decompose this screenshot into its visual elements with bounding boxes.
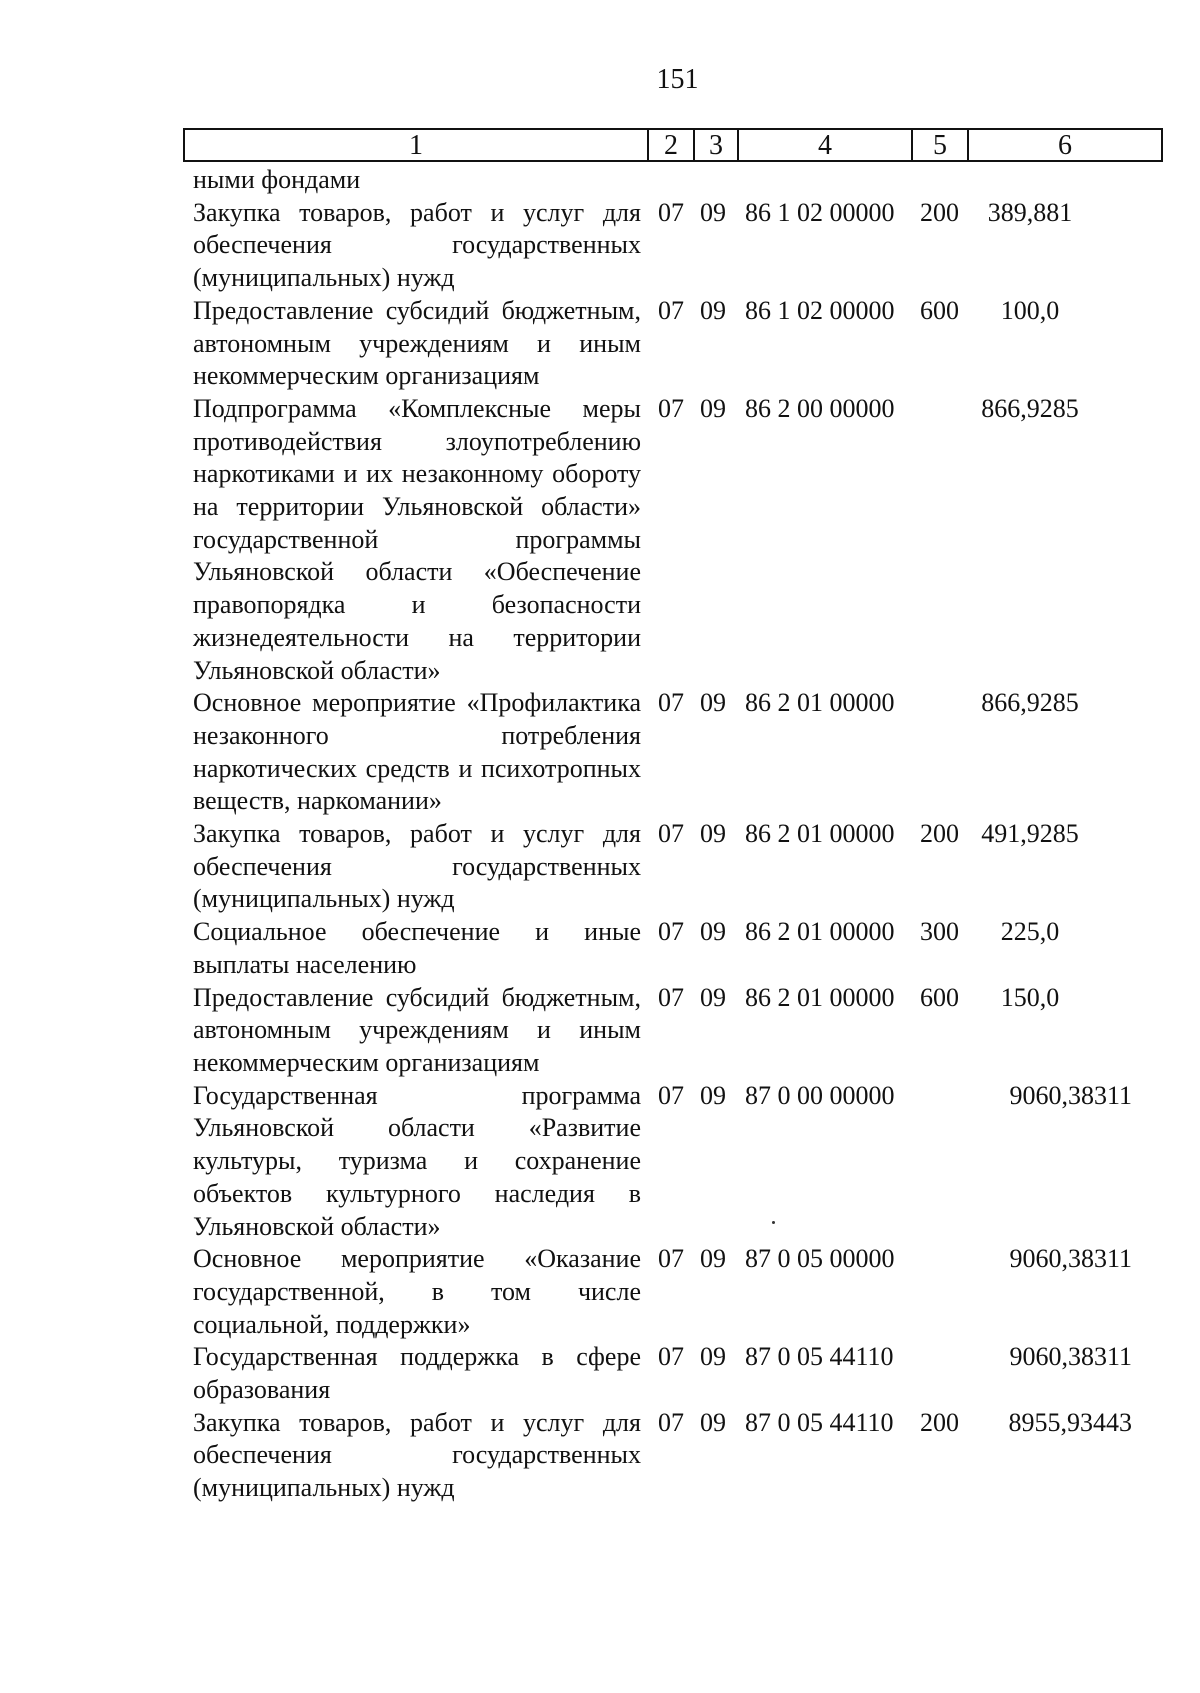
- row-name: Предоставление субсидий бюджетным, автономным учреждениям и иным некоммерческим организациям: [193, 982, 641, 1077]
- row-subsection: 09: [700, 688, 726, 718]
- table-row: [0, 1341, 1200, 1406]
- table-row: [0, 1080, 1200, 1244]
- row-expense-type: 200: [920, 1407, 959, 1437]
- row-expense-type: 600: [920, 295, 959, 325]
- row-amount: 100,0: [1000, 295, 1060, 325]
- row-target-code: 87 0 05 00000: [745, 1244, 895, 1274]
- row-name: Основное мероприятие «Профилактика незаконного потребления наркотических средств и психотропных веществ, наркомании»: [193, 688, 641, 816]
- row-amount: 9060,38311: [1009, 1244, 1132, 1274]
- row-section: 07: [658, 1080, 684, 1110]
- row-target-code: 87 0 00 00000: [745, 1080, 895, 1110]
- row-amount: 225,0: [1000, 917, 1060, 947]
- row-target-code: 86 2 00 00000: [745, 393, 895, 423]
- header-col-1: 1: [185, 130, 649, 160]
- row-subsection: 09: [700, 1407, 726, 1437]
- table-row: [0, 1407, 1200, 1505]
- row-expense-type: 200: [920, 197, 959, 227]
- table-row: [0, 687, 1200, 818]
- row-section: 07: [658, 197, 684, 227]
- table-row: [0, 295, 1200, 393]
- row-amount: 866,9285: [981, 393, 1079, 423]
- row-section: 07: [658, 917, 684, 947]
- table-header: [183, 128, 1163, 162]
- row-amount: 389,881: [987, 197, 1073, 227]
- row-target-code: 86 2 01 00000: [745, 688, 895, 718]
- row-amount: 9060,38311: [1009, 1342, 1132, 1372]
- row-subsection: 09: [700, 819, 726, 849]
- row-name: Государственная программа Ульяновской области «Развитие культуры, туризма и сохранение объектов культурного наследия в Ульяновской области»: [193, 1080, 641, 1241]
- page-number: 151: [656, 64, 699, 95]
- row-name: Закупка товаров, работ и услуг для обеспечения государственных (муниципальных) нужд: [193, 819, 641, 914]
- table-row: [0, 818, 1200, 916]
- row-target-code: 86 2 01 00000: [745, 819, 895, 849]
- scan-speck: [772, 1221, 775, 1224]
- row-subsection: 09: [700, 982, 726, 1012]
- table-row: [0, 1243, 1200, 1341]
- table-row: [0, 164, 1200, 197]
- row-target-code: 87 0 05 44110: [745, 1407, 894, 1437]
- table-body: [0, 164, 1200, 1505]
- header-col-5: 5: [913, 130, 969, 160]
- row-amount: 150,0: [1000, 982, 1060, 1012]
- header-col-2: 2: [649, 130, 695, 160]
- row-target-code: 86 2 01 00000: [745, 917, 895, 947]
- row-target-code: 86 1 02 00000: [745, 295, 895, 325]
- row-expense-type: 600: [920, 982, 959, 1012]
- row-name: Подпрограмма «Комплексные меры противодействия злоупотреблению наркотиками и их незаконному обороту на территории Ульяновской области» государственной программы Ульяновской области «Обеспечение правопорядка и безопасности жизнедеятельности на территории Ульяновской области»: [193, 393, 641, 685]
- row-name: Государственная поддержка в сфере образования: [193, 1342, 641, 1405]
- row-amount: 866,9285: [981, 688, 1079, 718]
- row-subsection: 09: [700, 295, 726, 325]
- header-col-3: 3: [695, 130, 739, 160]
- row-target-code: 87 0 05 44110: [745, 1342, 894, 1372]
- row-name: Основное мероприятие «Оказание государственной, в том числе социальной, поддержки»: [193, 1244, 641, 1339]
- table-row: [0, 393, 1200, 687]
- row-section: 07: [658, 982, 684, 1012]
- row-section: 07: [658, 393, 684, 423]
- row-subsection: 09: [700, 1080, 726, 1110]
- row-name: Закупка товаров, работ и услуг для обеспечения государственных (муниципальных) нужд: [193, 1407, 641, 1503]
- table-row: [0, 982, 1200, 1080]
- row-name: Закупка товаров, работ и услуг для обеспечения государственных (муниципальных) нужд: [193, 197, 641, 293]
- row-expense-type: 300: [920, 917, 959, 947]
- row-name: Социальное обеспечение и иные выплаты населению: [193, 917, 641, 979]
- row-section: 07: [658, 688, 684, 718]
- row-section: 07: [658, 1407, 684, 1437]
- row-subsection: 09: [700, 1342, 726, 1372]
- row-target-code: 86 2 01 00000: [745, 982, 895, 1012]
- row-section: 07: [658, 1244, 684, 1274]
- row-name: ными фондами: [193, 165, 361, 194]
- row-subsection: 09: [700, 393, 726, 423]
- row-name: Предоставление субсидий бюджетным, автономным учреждениям и иным некоммерческим организациям: [193, 295, 641, 391]
- row-subsection: 09: [700, 917, 726, 947]
- row-section: 07: [658, 1342, 684, 1372]
- row-target-code: 86 1 02 00000: [745, 197, 895, 227]
- header-col-4: 4: [739, 130, 913, 160]
- row-expense-type: 200: [920, 819, 959, 849]
- row-amount: 9060,38311: [1009, 1080, 1132, 1110]
- row-section: 07: [658, 819, 684, 849]
- row-amount: 491,9285: [981, 819, 1079, 849]
- row-amount: 8955,93443: [1008, 1407, 1132, 1437]
- row-subsection: 09: [700, 1244, 726, 1274]
- header-col-6: 6: [1058, 130, 1072, 161]
- row-section: 07: [658, 295, 684, 325]
- table-row: [0, 916, 1200, 981]
- row-subsection: 09: [700, 197, 726, 227]
- table-row: [0, 197, 1200, 295]
